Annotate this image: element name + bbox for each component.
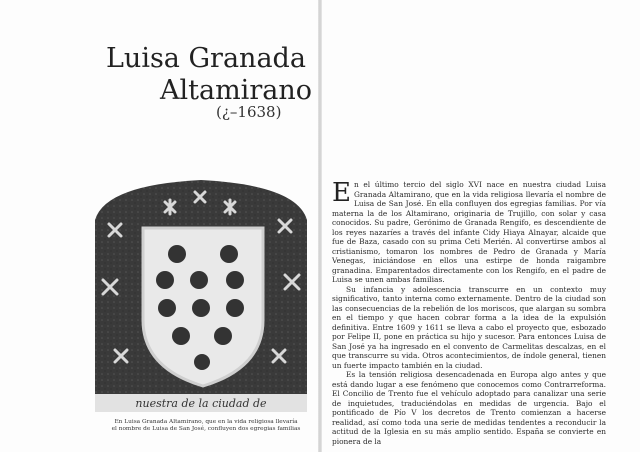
coat-of-arms-figure [95,180,307,412]
paragraph-2: Su infancia y adolescencia transcurre en un contexto muy significativo, tanto interna como externamente. Dentro de la ciudad son las consecuencias de la rebelión de los moriscos, que alargan su sombra en el tiempo y que hacen cobrar forma a la idea de la expulsión definitiva. Entre 1609 y 1611 se lleva a cabo el proyecto que, esbozado por Felipe II, pone en práctica su hijo y sucesor. Para entonces Luisa de San José ya ha ingresado en el convento de Carmelitas descalzas, en el que transcurre su vida. Otros acontecimientos, de índole general, tienen un fuerte impacto también en la ciudad. [332,284,606,370]
left-page [0,0,318,452]
coat-of-arms-image [95,180,307,412]
right-page [322,0,640,452]
drop-cap: E [332,178,351,208]
chapter-title-line2: Altamirano [160,75,312,106]
caption-line1: En Luisa Granada Altamirano, que en la vida religiosa llevaría [114,419,298,425]
figure-caption [100,419,312,433]
paragraph-3: Es la tensión religiosa desencadenada en Europa algo antes y que está dando lugar a ese fenómeno que conocemos como Contrarreforma. El Concilio de Trento fue el vehículo adoptado para canalizar una serie de inquietudes, traduciéndolas en medidas de urgencia. Bajo el pontificado de Pío V los decretos de Trento comienzan a hacerse realidad, así como toda una serie de medidas tendentes a reconducir la actitud de la Iglesia en su más amplio sentido. España se convierte en pionera de la [332,370,606,446]
chapter-dates: (¿–1638) [216,103,282,121]
inscription-text: nuestra de la ciudad de [135,397,267,410]
paragraph-1-text: n el último tercio del siglo XVI nace en nuestra ciudad Luisa Granada Altamirano, que en la vida religiosa llevaría el nombre de Luisa de San José. En ella confluyen dos egregias familias. Por vía materna la de los Altamirano, originaria de Trujillo, con solar y casa conocidos. Su padre, Gerónimo de Granada Rengifo, es descendiente de los reyes nazaríes a través del infante Cidy Hiaya Alnayar, alcaide que fue de Baza, casado con su prima Ceti Merién. Al convertirse ambos al cristianismo, tomaron los nombres de Pedro de Granada y María Venegas, iniciándose en ellos una estirpe de honda raigambre granadina. Emparentados directamente con los Rengifo, en el padre de Luisa se unen ambas familias. [332,180,606,284]
paragraph-1 [332,180,606,285]
body-text [332,180,606,446]
caption-line2: el nombre de Luisa de San José, confluyen dos egregias familias [111,426,301,432]
chapter-title-line1: Luisa Granada [106,43,306,74]
